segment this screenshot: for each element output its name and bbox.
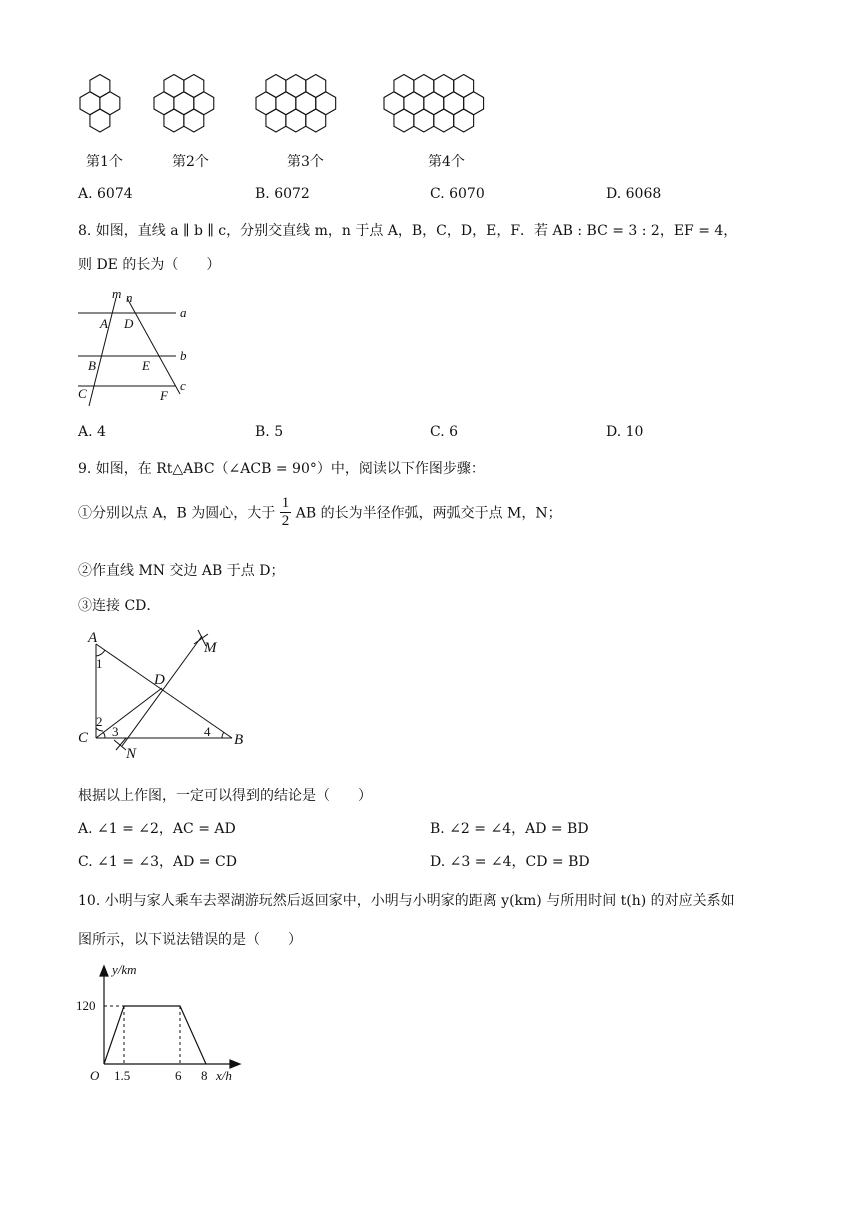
q10-distance-time-graph bbox=[74, 960, 250, 1086]
label-D: D bbox=[124, 316, 134, 331]
label-C: C bbox=[78, 730, 89, 746]
label-n: n bbox=[126, 290, 133, 305]
label-E: E bbox=[142, 358, 150, 373]
y-axis-label: y/km bbox=[112, 962, 137, 977]
x-tick-1-5: 1.5 bbox=[114, 1068, 131, 1083]
hexagon-fig3 bbox=[266, 109, 286, 132]
angle-label-4: 4 bbox=[204, 724, 211, 739]
label-M: M bbox=[204, 640, 217, 656]
label-m: m bbox=[112, 286, 122, 301]
figure-label-4: 第4个 bbox=[428, 154, 465, 170]
label-B: B bbox=[234, 732, 244, 748]
label-b: b bbox=[180, 348, 187, 363]
q9-step1-text-a: ①分别以点 A，B 为圆心，大于 bbox=[78, 505, 276, 522]
hexagon-fig4 bbox=[454, 109, 474, 132]
hexagon-fig3 bbox=[286, 109, 306, 132]
q8-parallel-lines-figure bbox=[74, 286, 204, 410]
figure-label-2: 第2个 bbox=[172, 154, 209, 170]
y-tick-120: 120 bbox=[76, 998, 96, 1013]
q7-option-c[interactable]: C. 6070 bbox=[430, 186, 485, 202]
q7-option-d[interactable]: D. 6068 bbox=[606, 186, 662, 202]
label-N: N bbox=[126, 746, 137, 762]
label-C: C bbox=[78, 386, 87, 401]
label-D: D bbox=[154, 672, 165, 688]
x-tick-6: 6 bbox=[175, 1068, 182, 1083]
q8-stem-line1: 8. 如图，直线 a ∥ b ∥ c，分别交直线 m，n 于点 A，B，C，D，E，F．若 AB : BC = 3 : 2，EF = 4， bbox=[78, 223, 738, 239]
q10-stem-line2: 图所示，以下说法错误的是（ ） bbox=[78, 932, 302, 948]
hexagon-fig3 bbox=[306, 109, 326, 132]
q9-question: 根据以上作图，一定可以得到的结论是（ ） bbox=[78, 788, 372, 804]
q9-triangle-construction-figure bbox=[74, 622, 264, 764]
angle-label-2: 2 bbox=[96, 714, 103, 729]
q9-step1 bbox=[78, 496, 562, 529]
q8-option-d[interactable]: D. 10 bbox=[606, 424, 644, 440]
angle-label-3: 3 bbox=[112, 724, 119, 739]
line-m bbox=[89, 298, 116, 406]
q7-option-a[interactable]: A. 6074 bbox=[78, 186, 133, 202]
q9-option-c[interactable]: C. ∠1 = ∠3，AD = CD bbox=[78, 854, 237, 870]
angle-label-1: 1 bbox=[96, 656, 103, 671]
hexagon-fig4 bbox=[434, 109, 454, 132]
origin-label: O bbox=[90, 1068, 100, 1083]
line-n bbox=[127, 298, 180, 394]
q9-option-b[interactable]: B. ∠2 = ∠4，AD = BD bbox=[430, 821, 589, 837]
hexagon-fig1 bbox=[90, 109, 110, 132]
q8-stem-line2: 则 DE 的长为（ ） bbox=[78, 257, 221, 273]
q9-step3: ③连接 CD． bbox=[78, 598, 161, 614]
hexagon-fig2 bbox=[184, 109, 204, 132]
q10-stem-line1: 10. 小明与家人乘车去翠湖游玩然后返回家中，小明与小明家的距离 y(km) 与所用时间 t(h) 的对应关系如 bbox=[78, 893, 735, 909]
label-A: A bbox=[88, 630, 98, 646]
q9-step1-text-b: AB 的长为半径作弧，两弧交于点 M，N； bbox=[295, 505, 562, 522]
hexagon-pattern-figures bbox=[70, 66, 530, 156]
x-axis-label: x/h bbox=[216, 1068, 232, 1083]
q8-option-b[interactable]: B. 5 bbox=[255, 424, 284, 440]
q9-stem: 9. 如图，在 Rt△ABC（∠ACB = 90°）中，阅读以下作图步骤： bbox=[78, 461, 485, 477]
label-a: a bbox=[180, 305, 187, 320]
q7-option-b[interactable]: B. 6072 bbox=[255, 186, 310, 202]
figure-label-1: 第1个 bbox=[86, 154, 123, 170]
x-tick-8: 8 bbox=[201, 1068, 208, 1083]
label-A: A bbox=[100, 316, 108, 331]
q9-option-d[interactable]: D. ∠3 = ∠4，CD = BD bbox=[430, 854, 590, 870]
label-c: c bbox=[180, 378, 186, 393]
q8-option-a[interactable]: A. 4 bbox=[78, 424, 106, 440]
fraction-one-half: $\frac{1}{2}$ bbox=[281, 495, 290, 529]
label-F: F bbox=[160, 388, 168, 403]
q9-option-a[interactable]: A. ∠1 = ∠2，AC = AD bbox=[78, 821, 236, 837]
figure-label-3: 第3个 bbox=[287, 154, 324, 170]
hexagon-fig4 bbox=[414, 109, 434, 132]
hexagon-fig4 bbox=[394, 109, 414, 132]
label-B: B bbox=[88, 358, 96, 373]
q8-option-c[interactable]: C. 6 bbox=[430, 424, 459, 440]
hexagon-fig2 bbox=[164, 109, 184, 132]
q9-step2: ②作直线 MN 交边 AB 于点 D； bbox=[78, 563, 285, 579]
